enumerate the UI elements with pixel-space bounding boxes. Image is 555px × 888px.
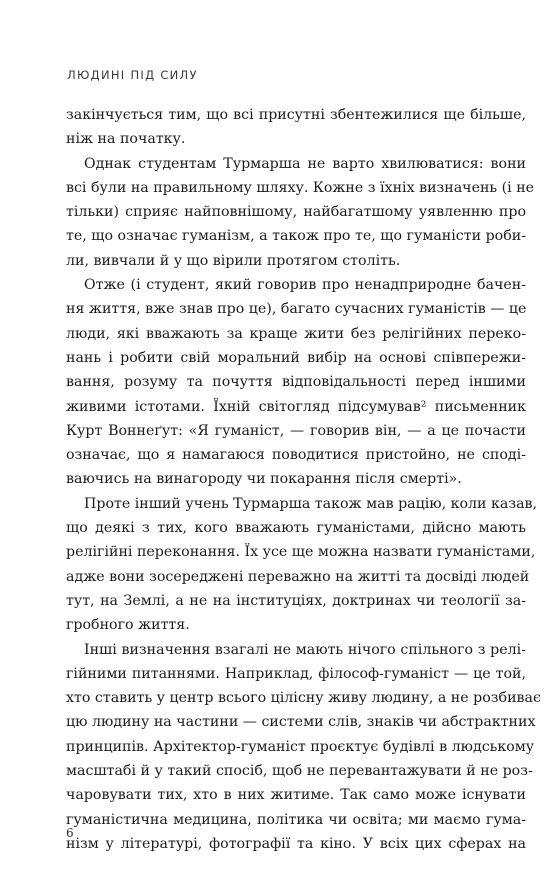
text-line: гійними питаннями. Наприклад, філософ-гуманіст — це той, xyxy=(66,665,526,682)
text-line: ли, вивчали й у що вірили протягом століть. xyxy=(66,252,401,269)
text-line: ваючись на винагороду чи покарання після смерті». xyxy=(66,471,462,488)
page-number: 6 xyxy=(66,826,74,840)
text-line: тут, на Землі, а не на інституціях, доктринах чи теології за- xyxy=(66,592,526,609)
text-line: гробного життя. xyxy=(66,617,190,634)
text-line: чаровувати тих, хто в них житиме. Так само може існувати xyxy=(66,787,526,804)
text-line: масштабі й у такий спосіб, щоб не перевантажувати й не роз- xyxy=(66,763,533,780)
text-line: всі були на правильному шляху. Кожне з їхніх визначень (і не xyxy=(66,179,535,196)
text-line: живими істотами. Їхній світогляд підсумував² письменник xyxy=(66,398,526,415)
text-line: нань і робити свій моральний вибір на основі співпережи- xyxy=(66,349,526,366)
text-line: ня життя, вже знав про це), багато сучасних гуманістів — це xyxy=(66,301,527,318)
text-line: адже вони зосереджені переважно на житті та досвіді людей xyxy=(66,568,530,585)
text-line: нізм у літературі, фотографії та кіно. У всіх цих сферах на xyxy=(66,835,526,852)
text-line: ніж на початку. xyxy=(66,131,186,148)
text-line: тільки) сприяє найповнішому, найбагатшому уявленню про xyxy=(66,204,526,221)
body-text xyxy=(66,103,541,856)
text-line: люди, які вважають за краще жити без релігійних переко- xyxy=(66,325,526,342)
text-line: принципів. Архітектор-гуманіст проєктує будівлі в людському xyxy=(66,738,535,755)
text-line: Проте інший учень Турмарша також мав рацію, коли казав, xyxy=(84,495,538,512)
text-line: Інші визначення взагалі не мають нічого спільного з релі- xyxy=(84,641,526,658)
text-line: закінчується тим, що всі присутні збентежилися ще більше, xyxy=(66,107,526,123)
text-line: означає, що я намагаюся поводитися пристойно, не сподi- xyxy=(66,447,526,464)
text-line: Однак студентам Турмарша не варто хвилюватися: вони xyxy=(84,155,526,172)
text-line: гуманістична медицина, політика чи освіта; ми маємо гума- xyxy=(66,811,526,828)
text-line: цю людину на частини — системи слів, знаків чи абстрактних xyxy=(66,714,536,731)
text-line: Отже (і студент, який говорив про ненадприродне бачен- xyxy=(84,277,526,294)
text-line: що деякі з тих, кого вважають гуманістами, дійсно мають xyxy=(66,520,526,537)
text-line: Курт Воннеґут: «Я гуманіст, — говорив він, — а це почасти xyxy=(66,422,526,439)
text-line: вання, розуму та почуття відповідальності перед іншими xyxy=(66,374,526,391)
running-head: ЛЮДИНІ ПІД СИЛУ xyxy=(67,68,198,82)
text-line: релігійні переконання. Їх усе ще можна назвати гуманістами, xyxy=(66,544,536,561)
text-line: те, що означає гуманізм, а також про те, що гуманісти роби- xyxy=(66,228,526,245)
text-line: хто ставить у центр всього цілісну живу людину, а не розбиває xyxy=(66,690,541,707)
